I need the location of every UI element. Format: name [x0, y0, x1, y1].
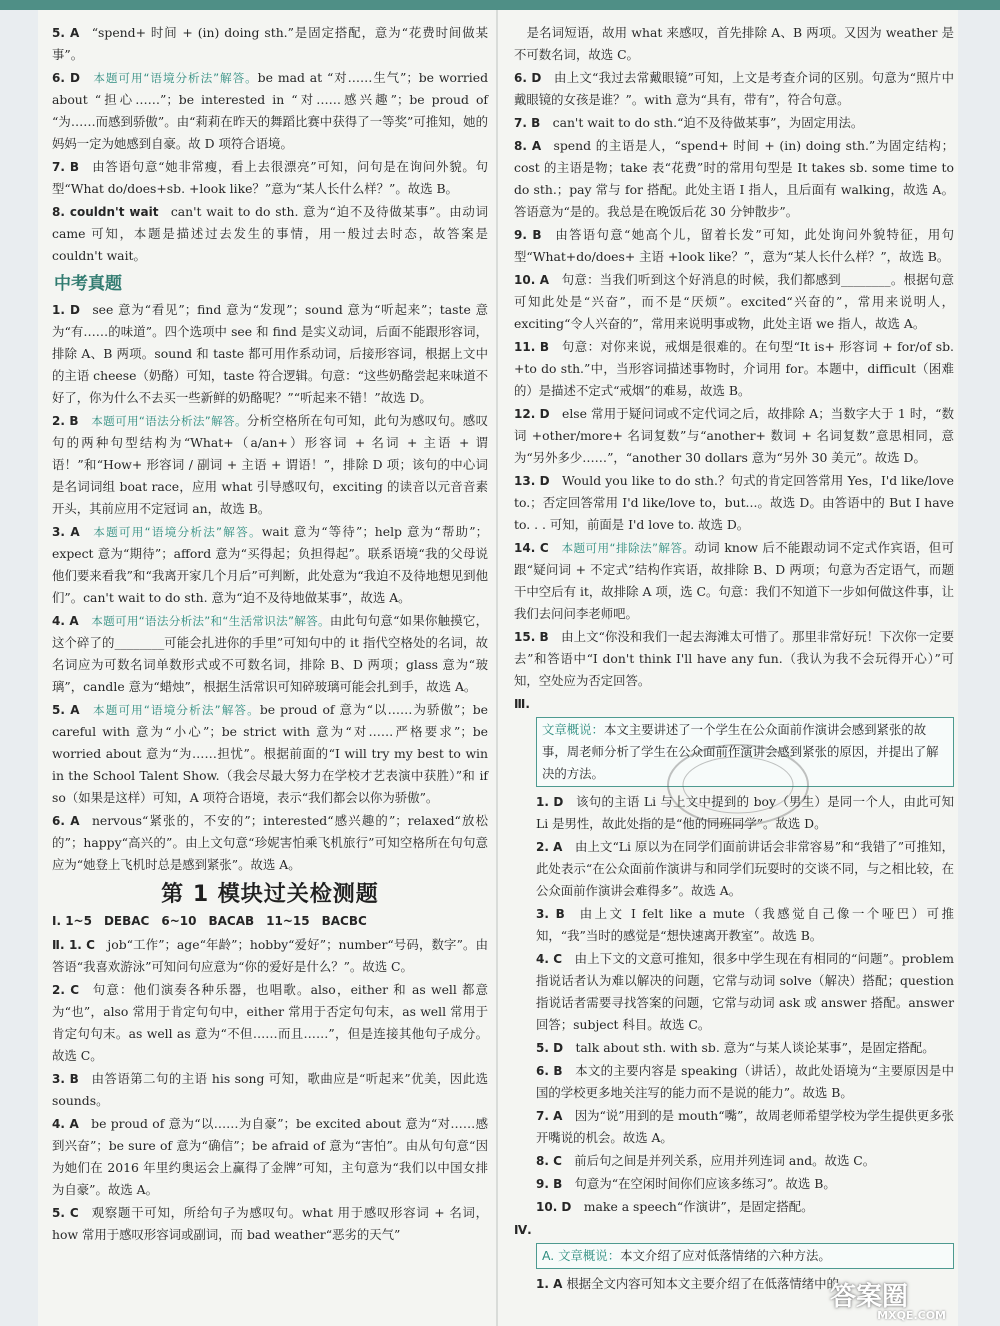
item-text: be proud of 意为“以……为自豪”；be excited about 意为“对……感到兴奋”；be sure of 意为“确信”；be afraid of 意为“害怕”。由从句句意“因为她们在 2016 年里约奥运会上赢得了金牌”可知，主句意为“我们以中国女排为自豪”。故选 A。	[52, 1116, 488, 1197]
answer-item	[536, 1105, 954, 1149]
right-top-items	[514, 22, 954, 692]
answer-item	[514, 470, 954, 536]
answer-item	[514, 112, 954, 134]
item-number: 13. D	[514, 474, 550, 488]
item-text: 由此句句意“如果你触摸它，这个碎了的________可能会扎进你的手里”可知句中的 it 指代空格处的名词，故名词应为可数名词单数形式或不可数名词，排除 B、D 两项；glass 意为“玻璃”，candle 意为“蜡烛”，根据生活常识可知碎玻璃可能会扎到手，故选 A。	[52, 613, 488, 694]
item-number: 6. D	[52, 71, 80, 85]
summary-text: 本文主要讲述了一个学生在公众面前作演讲会感到紧张的故事，周老师分析了学生在公众面前作演讲会感到紧张的原因，并提出了解决的方法。	[542, 722, 939, 781]
item-text: 本文的主要内容是 speaking（讲话），故此处语境为“主要原因是中国的学校更多地关注写的能力而不是说的能力”。故选 B。	[536, 1063, 955, 1100]
answer-item	[514, 403, 954, 469]
answer-item	[52, 22, 488, 66]
item-text: 由答语第二句的主语 his song 可知，歌曲应是“听起来”优美，因此选 sounds。	[52, 1071, 488, 1108]
answer-page	[38, 10, 958, 1326]
item-text: 动词 know 后不能跟动词不定式作宾语，但可跟“疑问词 + 不定式”结构作宾语，故排除 B、D 两项；句意为否定语气，而题干中空后有 it，故排除 A 项，选 C。句意：我们不知道下一步如何做这件事，让我们去问问李老师吧。	[514, 540, 955, 621]
answer-item	[514, 22, 954, 66]
right-column	[514, 22, 954, 1296]
answer-item	[514, 626, 954, 692]
summary-text: 本文介绍了应对低落情绪的六种方法。	[620, 1248, 831, 1263]
answer-item	[536, 1060, 954, 1104]
item-text: 句意为“在空闲时间你们应该多练习”。故选 B。	[574, 1176, 836, 1191]
item-text: 由上文“你没和我们一起去海滩太可惜了。那里非常好玩！下次你一定要去”和答语中“I don't think I'll have any fun.（我认为我不会玩得开心）”可知，空处应为否定回答。	[514, 629, 954, 688]
item-number: 5. D	[536, 1041, 564, 1055]
item-text: 观察题干可知，所给句子为感叹句。what 用于感叹形容词 + 名词，how 常用于感叹形容词或副词，而 bad weather“恶劣的天气”	[52, 1205, 488, 1242]
item-text: can't wait to do sth.“迫不及待做某事”，为固定用法。	[552, 115, 864, 130]
item-number: 3. B	[52, 1072, 79, 1086]
section-title-zhongkao: 中考真题	[54, 274, 122, 294]
item-text: 由上文“我过去常戴眼镜”可知，上文是考查介词的区别。句意为“照片中戴眼镜的女孩是谁？”。with 意为“具有，带有”，符合句意。	[514, 70, 954, 107]
item-number: 8. couldn't wait	[52, 205, 159, 219]
item-text: can't wait to do sth. 意为“迫不及待做某事”。由动词 came 可知，本题是描述过去发生的事情，用一般过去时态，故答案是 couldn't wait。	[52, 204, 488, 263]
item-text: be proud of 意为“以……为骄傲”；be careful with 意为“小心”；be strict with 意为“对……严格要求”；be worried about 意为“为……担忧”。根据前面的“I will try my best to win in the School Talent Show.（我会尽最大努力在学校才艺表演中获胜）”和 if so（如果是这样）可知，A 项符合语境，表示“我们都会以你为骄傲”。	[52, 702, 488, 805]
item-text: see 意为“看见”；find 意为“发现”；sound 意为“听起来”；taste 意为“有……的味道”。四个选项中 see 和 find 是实义动词，后面不能跟形容词，排除 A、B 两项。sound 和 taste 都可用作系动词，后接形容词，根据上文中的主语 cheese（奶酪）可知，taste 符合逻辑。句意：“这些奶酪尝起来味道不好了，你为什么不去买一些新鲜的奶酪呢？”“听起来不错！”故选 D。	[52, 302, 488, 405]
zhongkao-items	[52, 299, 488, 876]
item-text: Would you like to do sth.？句式的肯定回答常用 Yes，I'd like/love to.；否定回答常用 I'd like/love to，but...。故选 D。由答语中的 But I have to. . . 可知，前面是 I'd love to. 故选 D。	[514, 473, 954, 532]
item-number: 1. D	[52, 303, 80, 317]
item-number: 10. D	[536, 1200, 572, 1214]
answer-item	[52, 201, 488, 267]
method-hint: 本题可用“语境分析法”解答。	[91, 703, 260, 717]
answer-item	[52, 934, 488, 978]
item-number: 9. B	[514, 228, 542, 242]
item-number: 5. A	[52, 703, 80, 717]
item-number: 11. B	[514, 340, 550, 354]
answer-item	[536, 836, 954, 902]
answer-item	[52, 1202, 488, 1246]
item-text: make a speech“作演讲”，是固定搭配。	[583, 1199, 814, 1214]
method-hint: 本题可用“语境分析法”解答。	[92, 71, 258, 85]
item-text: 句意：对你来说，戒烟是很难的。在句型“It is+ 形容词 + for/of sb. +to do sth.”中，当形容词描述事物时，介词用 for。本题中，difficult（困难的）是描述不定式“戒烟”的难易，故选 B。	[514, 339, 954, 398]
item-text: 前后句之间是并列关系，应用并列连词 and。故选 C。	[574, 1153, 876, 1168]
answer-item	[52, 410, 488, 520]
part-iv	[514, 1219, 954, 1269]
answer-item	[536, 1150, 954, 1172]
part-iii-items	[514, 791, 954, 1218]
site-logo-text: 答案圈	[830, 1282, 909, 1312]
item-text: “spend+ 时间 + (in) doing sth.”是固定搭配，意为“花费时间做某事”。	[52, 25, 488, 62]
answer-item	[52, 299, 488, 409]
item-number: 14. C	[514, 541, 549, 555]
answer-item	[52, 810, 488, 876]
stamp-seal-icon	[638, 730, 838, 840]
answer-item	[536, 1173, 954, 1195]
item-number: 7. A	[536, 1109, 563, 1123]
answer-item	[514, 135, 954, 223]
method-hint: 本题可用“语法分析法”和“生活常识法”解答。	[91, 614, 330, 628]
answer-item	[52, 67, 488, 155]
item-number: Ⅱ. 1. C	[52, 938, 95, 952]
item-text: 由上文 I felt like a mute（我感觉自己像一个哑巴）可推知，“我”当时的感觉是“想快速离开教室”。故选 B。	[536, 906, 954, 943]
item-number: 6. A	[52, 814, 80, 828]
item-text: 分析空格所在句可知，此句为感叹句。感叹句的两种句型结构为“What+（a/an+）形容词 + 名词 + 主语 + 谓语！”和“How+ 形容词 / 副词 + 主语 + 谓语！”，排除 D 项；该句的中心词是名词词组 boat race，应用 what 引导感叹句，exciting 的读音以元音音素开头，其前应用不定冠词 an，故选 B。	[52, 413, 489, 516]
item-number: 2. B	[52, 414, 79, 428]
item-text: 因为“说”用到的是 mouth“嘴”，故周老师希望学校为学生提供更多张开嘴说的机会。故选 A。	[536, 1108, 954, 1145]
item-number: 3. B	[536, 907, 565, 921]
summary-label: A. 文章概说：	[542, 1248, 621, 1263]
item-text: 句意：他们演奏各种乐器，也唱歌。also，either 和 as well 都意为“也”，also 常用于肯定句句中，either 常用于否定句句末，as well 常用于肯定句句末。as well as 意为“不但……而且……”，但是连接其他句子成分。故选 C。	[52, 982, 488, 1063]
column-divider	[496, 10, 498, 1326]
method-hint: 本题可用“语法分析法”解答。	[90, 414, 247, 428]
chapter-title: 第 1 模块过关检测题	[161, 882, 379, 907]
item-text: nervous“紧张的，不安的”；interested“感兴趣的”；relaxed“放松的”；happy“高兴的”。由上文句意“珍妮害怕乘飞机旅行”可知空格所在句句意应为“她登上飞机时总是感到紧张”。故选 A。	[52, 813, 488, 872]
part-iii-label: Ⅲ.	[514, 697, 530, 711]
part-iv-label: Ⅳ.	[514, 1223, 532, 1237]
answer-item	[52, 610, 488, 698]
item-number: 4. A	[52, 1117, 79, 1131]
method-hint: 本题可用“语境分析法”解答。	[92, 525, 262, 539]
item-text: else 常用于疑问词或不定代词之后，故排除 A；当数字大于 1 时，“数词 +other/more+ 名词复数”与“another+ 数词 + 名词复数”意思相同，意为“另外多少……”，“another 30 dollars 意为“另外 30 美元”。故选 D。	[514, 406, 954, 465]
item-text: talk about sth. with sb. 意为“与某人谈论某事”，是固定搭配。	[575, 1040, 935, 1055]
item-number: 6. B	[536, 1064, 563, 1078]
left-column	[52, 22, 488, 1247]
method-hint: 本题可用“排除法”解答。	[561, 541, 695, 555]
item-text: 由上文“Li 原以为在同学们面前讲话会非常容易”和“我错了”可推知，此处表示“在公众面前作演讲与和同学们玩耍时的交谈不同，与之相比较，在公众面前作演讲会难得多”。故选 A。	[536, 839, 955, 898]
item-number: 8. C	[536, 1154, 562, 1168]
item-text: be mad at “对……生气”；be worried about “担心……”；be interested in “对……感兴趣”；be proud of “为……而感到骄傲”。由“莉莉在昨天的舞蹈比赛中获得了一等奖”可推知，她的妈妈一定为她感到自豪。故 D 项符合语境。	[52, 70, 489, 151]
answer-item	[536, 948, 954, 1036]
item-number: 10. A	[514, 273, 550, 287]
item-text: 根据全文内容可知本文主要介绍了在低落情绪中的	[566, 1276, 839, 1291]
item-number: 7. B	[52, 160, 80, 174]
item-number: 5. C	[52, 1206, 79, 1220]
answer-item	[52, 979, 488, 1067]
item-number: 5. A	[52, 26, 80, 40]
item-text: 是名词短语，故用 what 来感叹，首先排除 A、B 两项。又因为 weather 是不可数名词，故选 C。	[514, 25, 954, 62]
item-number: 4. A	[52, 614, 79, 628]
answer-item	[52, 699, 488, 809]
answer-item	[514, 336, 954, 402]
answer-item	[52, 521, 488, 609]
answer-item	[536, 1037, 954, 1059]
item-number: 4. C	[536, 952, 563, 966]
item-text: wait 意为“等待”；help 意为“帮助”；expect 意为“期待”；afford 意为“买得起；负担得起”。联系语境“我的父母说他们要来看我”和“我离开家几个月后”可判断，此处意为“我迫不及待地想见到他们”。can't wait to do sth. 意为“迫不及待地做某事”，故选 A。	[52, 524, 489, 605]
item-number: 15. B	[514, 630, 549, 644]
item-number: 6. D	[514, 71, 542, 85]
item-number: 3. A	[52, 525, 80, 539]
item-text: 由上下文的文意可推知，很多中学生现在有相同的“问题”。problem 指说话者认为难以解决的问题，它常与动词 solve（解决）搭配；question 指说话者需要寻找答案的问题，它常与动词 ask 或 answer 搭配。answer 回答；subject 科目。故选 C。	[536, 951, 954, 1032]
item-number: 8. A	[514, 139, 542, 153]
answer-item	[536, 1196, 954, 1218]
item-number: 1. D	[536, 795, 564, 809]
item-number: 2. C	[52, 983, 80, 997]
answer-item	[52, 1113, 488, 1201]
site-url: MXQE.COM	[877, 1309, 946, 1322]
item-number: 1. A	[536, 1277, 563, 1291]
answer-item	[536, 903, 954, 947]
site-logo	[830, 1276, 950, 1322]
item-text: job“工作”；age“年龄”；hobby“爱好”；number“号码，数字”。由答语“我喜欢游泳”可知问句应意为“你的爱好是什么？”。故选 C。	[52, 937, 488, 974]
answer-item	[52, 156, 488, 200]
answer-key-line: Ⅰ. 1~5 DEBAC 6~10 BACAB 11~15 BACBC	[52, 914, 367, 928]
answer-item	[514, 67, 954, 111]
item-number: 2. A	[536, 840, 563, 854]
summary-label: 文章概说：	[542, 722, 604, 737]
item-text: 由答语句意“她高个儿，留着长发”可知，此处询问外貌特征，用句型“What+do/does+ 主语 +look like？”，意为“某人长什么样？”，故选 B。	[514, 227, 955, 264]
answer-item	[514, 269, 954, 335]
item-number: 12. D	[514, 407, 550, 421]
answer-item	[52, 1068, 488, 1112]
item-text: 由答语句意“她非常瘦，看上去很漂亮”可知，问句是在询问外貌。句型“What do/does+sb. +look like？”意为“某人长什么样？”。故选 B。	[52, 159, 489, 196]
item-number: 9. B	[536, 1177, 563, 1191]
left-top-items	[52, 22, 488, 267]
summary-box-iv	[536, 1243, 954, 1269]
answer-item	[514, 537, 954, 625]
item-text: 句意：当我们听到这个好消息的时候，我们都感到________。根据句意可知此处是“兴奋”，而不是“厌烦”。excited“兴奋的”，常用来说明人，exciting“令人兴奋的”，常用来说明事或物，此处主语 we 指人，故选 A。	[514, 272, 954, 331]
answer-item	[514, 224, 954, 268]
item-number: 7. B	[514, 116, 541, 130]
item-text: 该句的主语 Li 与上文中提到的 boy（男生）是同一个人，由此可知 Li 是男性，故此处指的是“他的同班同学”。故选 D。	[536, 794, 954, 831]
part-ii-items	[52, 934, 488, 1246]
item-text: spend 的主语是人，“spend+ 时间 + (in) doing sth.”为固定结构；cost 的主语是物；take 表“花费”时的常用句型是 It takes sb. some time to do sth.；pay 常与 for 搭配。此处主语 I 指人，且后面有 walking，故选 A。答语意为“是的。我总是在晚饭后花 30 分钟散步”。	[514, 138, 954, 219]
top-header-bar	[0, 0, 1000, 10]
